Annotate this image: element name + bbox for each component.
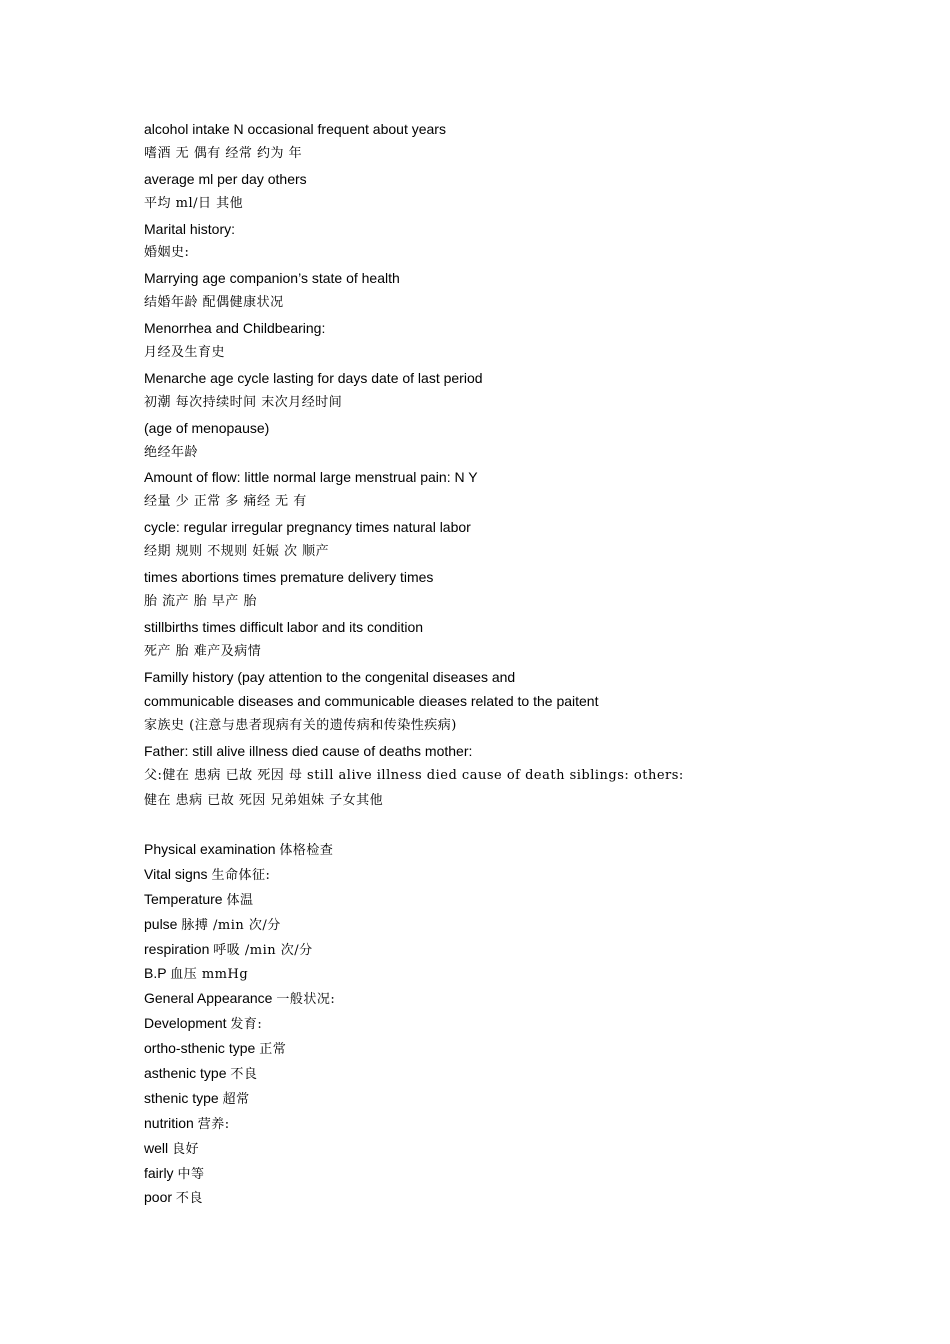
line-en: General Appearance — [144, 990, 273, 1007]
nutrition-fairly-line — [144, 1161, 904, 1186]
line-en: Physical examination — [144, 840, 276, 857]
line-zh: 呼吸 /min 次/分 — [213, 942, 313, 958]
amount-of-flow-line-cn: 经量 少 正常 多 痛经 无 有 — [144, 494, 307, 510]
line-en: pulse — [144, 915, 178, 932]
line-zh: 正常 — [259, 1042, 287, 1058]
alcohol-intake-line: alcohol intake N occasional frequent about years — [144, 121, 446, 137]
line-en: poor — [144, 1189, 173, 1206]
menorrhea-heading-cn: 月经及生育史 — [144, 345, 226, 361]
line-en: B.P — [144, 965, 167, 982]
family-history-line-cn: 家族史 (注意与患者现病有关的遗传病和传染性疾病) — [144, 718, 457, 734]
history-section — [144, 117, 904, 814]
stillbirths-line-cn: 死产 胎 难产及病情 — [144, 643, 262, 659]
menopause-line: (age of menopause) — [144, 419, 270, 436]
menarche-line: Menarche age cycle lasting for days date of last period — [144, 369, 483, 386]
line-zh: 中等 — [177, 1166, 205, 1182]
marrying-age-line: Marrying age companion’s state of health — [144, 270, 400, 287]
abortions-line: times abortions times premature delivery times — [144, 569, 434, 586]
line-zh: 血压 mmHg — [170, 967, 249, 983]
line-zh: 发育: — [230, 1017, 263, 1033]
marital-history-heading-cn: 婚姻史: — [144, 245, 190, 261]
father-line: Father: still alive illness died cause of deaths mother: — [144, 743, 473, 760]
nutrition-well-line — [144, 1136, 904, 1161]
physical-exam-section — [144, 837, 904, 1210]
sthenic-line — [144, 1086, 904, 1111]
line-en: sthenic type — [144, 1089, 219, 1106]
line-zh: 良好 — [172, 1141, 200, 1157]
menopause-line-cn: 绝经年龄 — [144, 444, 199, 460]
menarche-line-cn: 初潮 每次持续时间 末次月经时间 — [144, 394, 343, 410]
line-zh: 脉搏 /min 次/分 — [181, 917, 281, 933]
line-en: well — [144, 1139, 169, 1156]
cycle-line: cycle: regular irregular pregnancy times natural labor — [144, 519, 471, 536]
blood-pressure-line — [144, 961, 904, 986]
vital-signs-line — [144, 862, 904, 887]
line-en: Development — [144, 1015, 227, 1032]
line-en: ortho-sthenic type — [144, 1040, 256, 1057]
amount-of-flow-line: Amount of flow: little normal large menstrual pain: N Y — [144, 469, 478, 486]
pulse-line — [144, 912, 904, 937]
family-history-line: Familly history (pay attention to the congenital diseases and — [144, 668, 516, 685]
abortions-line-cn: 胎 流产 胎 早产 胎 — [144, 593, 258, 609]
line-en: fairly — [144, 1164, 174, 1181]
menorrhea-heading: Menorrhea and Childbearing: — [144, 320, 326, 337]
line-en: Temperature — [144, 890, 223, 907]
line-en: nutrition — [144, 1114, 194, 1131]
marrying-age-line-cn: 结婚年龄 配偶健康状况 — [144, 295, 284, 311]
line-zh: 不良 — [175, 1191, 203, 1207]
physical-exam-heading — [144, 837, 904, 862]
alcohol-average-line: average ml per day others — [144, 170, 307, 187]
line-zh: 体格检查 — [279, 842, 334, 858]
cycle-line-cn: 经期 规则 不规则 妊娠 次 顺产 — [144, 544, 330, 560]
general-appearance-line — [144, 986, 904, 1011]
asthenic-line — [144, 1061, 904, 1086]
family-history-line-continued: communicable diseases and communicable dieases related to the paitent — [144, 693, 599, 710]
father-mother-line-mixed: 父:健在 患病 已故 死因 母 still alive illness died cause of death siblings: others: — [144, 768, 684, 784]
section-gap — [144, 814, 904, 837]
temperature-line — [144, 887, 904, 912]
line-zh: 生命体征: — [211, 867, 271, 883]
line-zh: 营养: — [197, 1116, 230, 1132]
respiration-line — [144, 937, 904, 962]
development-line — [144, 1011, 904, 1036]
nutrition-line — [144, 1111, 904, 1136]
ortho-sthenic-line — [144, 1036, 904, 1061]
nutrition-poor-line — [144, 1185, 904, 1210]
siblings-line-cn: 健在 患病 已故 死因 兄弟姐妹 子女其他 — [144, 793, 384, 809]
alcohol-intake-line-cn: 嗜酒 无 偶有 经常 约为 年 — [144, 145, 303, 161]
alcohol-average-line-cn: 平均 ml/日 其他 — [144, 195, 244, 211]
line-zh: 超常 — [222, 1091, 250, 1107]
line-en: respiration — [144, 940, 210, 957]
document-page — [144, 117, 904, 1210]
line-en: Vital signs — [144, 865, 208, 882]
line-zh: 不良 — [230, 1066, 258, 1082]
stillbirths-line: stillbirths times difficult labor and its condition — [144, 618, 424, 635]
marital-history-heading: Marital history: — [144, 220, 236, 237]
line-en: asthenic type — [144, 1064, 227, 1081]
line-zh: 一般状况: — [276, 992, 336, 1008]
line-zh: 体温 — [226, 892, 254, 908]
